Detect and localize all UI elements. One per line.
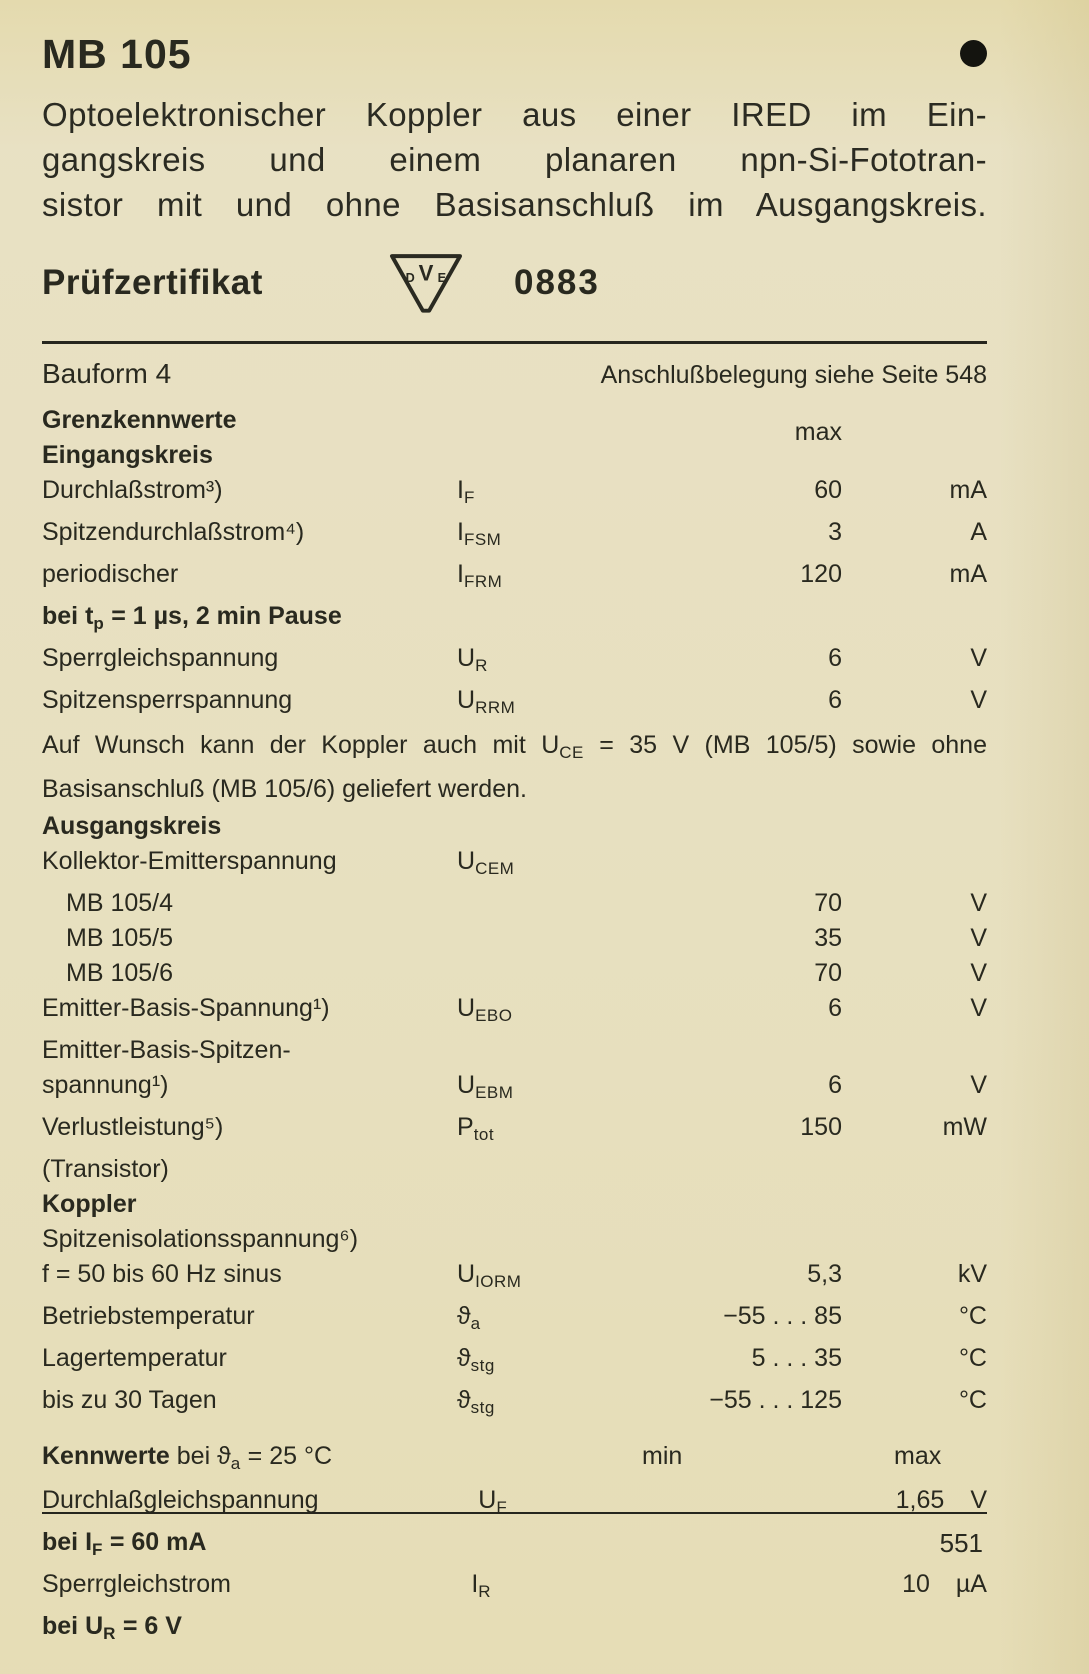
table-row-condition — [42, 599, 987, 641]
row-max-value: 1,65 — [895, 1486, 945, 1514]
row-value: 150 — [800, 1113, 842, 1141]
row-symbol: $I_{FRM}$ — [457, 560, 503, 591]
row-value: 70 — [814, 889, 842, 917]
row-symbol: $U_R$ — [457, 644, 488, 675]
row-symbol: $U_{EBM}$ — [457, 1071, 514, 1102]
row-unit: °C — [958, 1302, 987, 1330]
row-unit: mA — [949, 560, 987, 588]
index-dot-icon — [960, 40, 987, 67]
row-value: 6 — [828, 686, 842, 714]
row-value: 6 — [828, 1071, 842, 1099]
row-value: 35 — [814, 924, 842, 952]
row-label: Spitzensperrspannung — [42, 686, 293, 714]
table-row — [42, 991, 987, 1033]
description-line: gangskreis und einem planaren npn-Si-Fototran- — [42, 141, 987, 178]
row-label: Emitter-Basis-Spitzen- — [42, 1036, 291, 1064]
row-unit: V — [970, 994, 987, 1022]
row-label: MB 105/5 — [66, 924, 174, 952]
kennwerte-heading: Kennwerte — [42, 1442, 170, 1470]
min-column-header: min — [642, 1442, 683, 1470]
row-value: 6 — [828, 994, 842, 1022]
row-value: 5 . . . 35 — [751, 1344, 842, 1372]
max-column-header: max — [894, 1442, 942, 1470]
title-row — [42, 30, 987, 78]
ausgangskreis-heading: Ausgangskreis — [42, 812, 222, 840]
table-row — [42, 641, 987, 683]
vde-letter-e: E — [437, 271, 447, 286]
table-row-condition — [42, 1525, 987, 1567]
row-label: Betriebstemperatur — [42, 1302, 255, 1330]
section-heading-row — [42, 438, 987, 473]
row-unit: mW — [942, 1113, 987, 1141]
description — [42, 92, 987, 227]
row-value: −55 . . . 85 — [723, 1302, 842, 1330]
row-unit: °C — [958, 1344, 987, 1372]
table-row — [42, 1567, 987, 1609]
table-row — [42, 1152, 987, 1187]
table-row — [42, 1033, 987, 1068]
description-line: sistor mit und ohne Basisanschluß im Ausgangskreis. — [42, 186, 987, 223]
table-row — [42, 921, 987, 956]
page-title: MB 105 — [42, 31, 192, 77]
row-symbol: $P_{tot}$ — [457, 1113, 495, 1144]
section-heading-row — [42, 809, 987, 844]
bauform-label: Bauform 4 — [42, 358, 172, 389]
kennwerte-heading-row: Kennwerte bei $ϑ_a = 25$ °C min max — [42, 1437, 987, 1483]
row-symbol: $ϑ_a$ — [457, 1302, 481, 1333]
row-symbol: $U_{EBO}$ — [457, 994, 513, 1025]
section-heading-row — [42, 1187, 987, 1222]
row-label: Spitzenisolationsspannung⁶) — [42, 1225, 359, 1253]
row-label: Emitter-Basis-Spannung¹) — [42, 994, 330, 1022]
row-label: Kollektor-Emitterspannung — [42, 847, 337, 875]
row-label: Durchlaßgleichspannung — [42, 1486, 319, 1514]
row-unit: V — [970, 686, 987, 714]
row-label: MB 105/4 — [66, 889, 174, 917]
row-unit: V — [970, 889, 987, 917]
table-row — [42, 1299, 987, 1341]
divider-rule-bottom — [42, 1512, 987, 1514]
row-value: 70 — [814, 959, 842, 987]
table-row — [42, 1068, 987, 1110]
table-row — [42, 1383, 987, 1425]
table-row — [42, 1257, 987, 1299]
row-symbol: $U_F$ — [478, 1486, 508, 1517]
vde-letter-v: V — [418, 260, 434, 286]
row-value: 3 — [828, 518, 842, 546]
row-label: Durchlaßstrom³) — [42, 476, 223, 504]
row-value: −55 . . . 125 — [709, 1386, 842, 1414]
row-label: Lagertemperatur — [42, 1344, 227, 1372]
row-unit: V — [970, 924, 987, 952]
table-row — [42, 1222, 987, 1257]
row-unit: A — [970, 518, 987, 546]
row-label: bei $t_p = 1$ µs, 2 min Pause — [42, 602, 342, 633]
certificate-label: Prüfzertifikat — [42, 263, 263, 302]
table-row — [42, 683, 987, 725]
table-row — [42, 557, 987, 599]
row-symbol: $I_{FSM}$ — [457, 518, 502, 549]
row-label: periodischer — [42, 560, 179, 588]
max-column-header: max — [794, 418, 842, 446]
row-value: 6 — [828, 644, 842, 672]
koppler-heading: Koppler — [42, 1190, 137, 1218]
table-row-condition — [42, 1609, 987, 1651]
table-row — [42, 515, 987, 557]
certificate-number: 0883 — [514, 263, 600, 302]
vde-logo-icon — [386, 249, 466, 317]
row-symbol: $ϑ_{stg}$ — [457, 1344, 495, 1375]
row-label: (Transistor) — [42, 1155, 169, 1183]
row-unit: V — [970, 1071, 987, 1099]
row-label: spannung¹) — [42, 1071, 169, 1099]
row-label: Sperrgleichspannung — [42, 644, 279, 672]
vde-letter-d: D — [405, 271, 415, 286]
row-unit: kV — [957, 1260, 987, 1288]
row-label: bei $I_F = 60$ mA — [42, 1528, 207, 1559]
row-max-value: 10 — [902, 1570, 930, 1598]
table-row — [42, 1341, 987, 1383]
row-symbol: $I_F$ — [457, 476, 475, 507]
eingangskreis-heading: Eingangskreis — [42, 441, 213, 469]
divider-rule-top — [42, 341, 987, 344]
row-label: bis zu 30 Tagen — [42, 1386, 217, 1414]
row-symbol: $U_{IORM}$ — [457, 1260, 522, 1291]
section-heading-row — [42, 403, 987, 446]
row-unit: mA — [949, 476, 987, 504]
row-unit: V — [970, 644, 987, 672]
row-unit: V — [970, 959, 987, 987]
row-unit: °C — [958, 1386, 987, 1414]
table-row — [42, 956, 987, 991]
row-symbol: $U_{CEM}$ — [457, 847, 515, 878]
page-number: 551 — [939, 1528, 983, 1558]
row-symbol: $U_{RRM}$ — [457, 686, 516, 717]
table-row — [42, 1110, 987, 1152]
row-label: bei $U_R = 6$ V — [42, 1612, 182, 1643]
row-unit: V — [970, 1486, 987, 1514]
row-value: 120 — [800, 560, 842, 588]
option-note: Auf Wunsch kann der Koppler auch mit $U_{CE} = 35$ V (MB 105/5) sowie ohne Basisanschluß (MB 105/6) geliefert werden. — [42, 731, 987, 803]
description-line: Optoelektronischer Koppler aus einer IRED im Ein- — [42, 96, 987, 133]
row-label: Sperrgleichstrom — [42, 1570, 231, 1598]
row-value: 60 — [814, 476, 842, 504]
row-label: Spitzendurchlaßstrom⁴) — [42, 518, 305, 546]
row-symbol: $I_R$ — [471, 1570, 492, 1601]
grenzkennwerte-heading: Grenzkennwerte — [42, 406, 237, 434]
row-label: Verlustleistung⁵) — [42, 1113, 224, 1141]
table-row — [42, 844, 987, 886]
certificate-row — [42, 249, 987, 317]
table-row — [42, 886, 987, 921]
row-value: 5,3 — [807, 1260, 842, 1288]
pin-assignment-note: Anschlußbelegung siehe Seite 548 — [600, 361, 987, 389]
table-row — [42, 473, 987, 515]
row-symbol: $ϑ_{stg}$ — [457, 1386, 495, 1417]
row-label: f = 50 bis 60 Hz sinus — [42, 1260, 282, 1288]
row-unit: µA — [955, 1570, 987, 1598]
info-row — [42, 356, 987, 393]
table-row — [42, 1483, 987, 1525]
row-label: MB 105/6 — [66, 959, 174, 987]
